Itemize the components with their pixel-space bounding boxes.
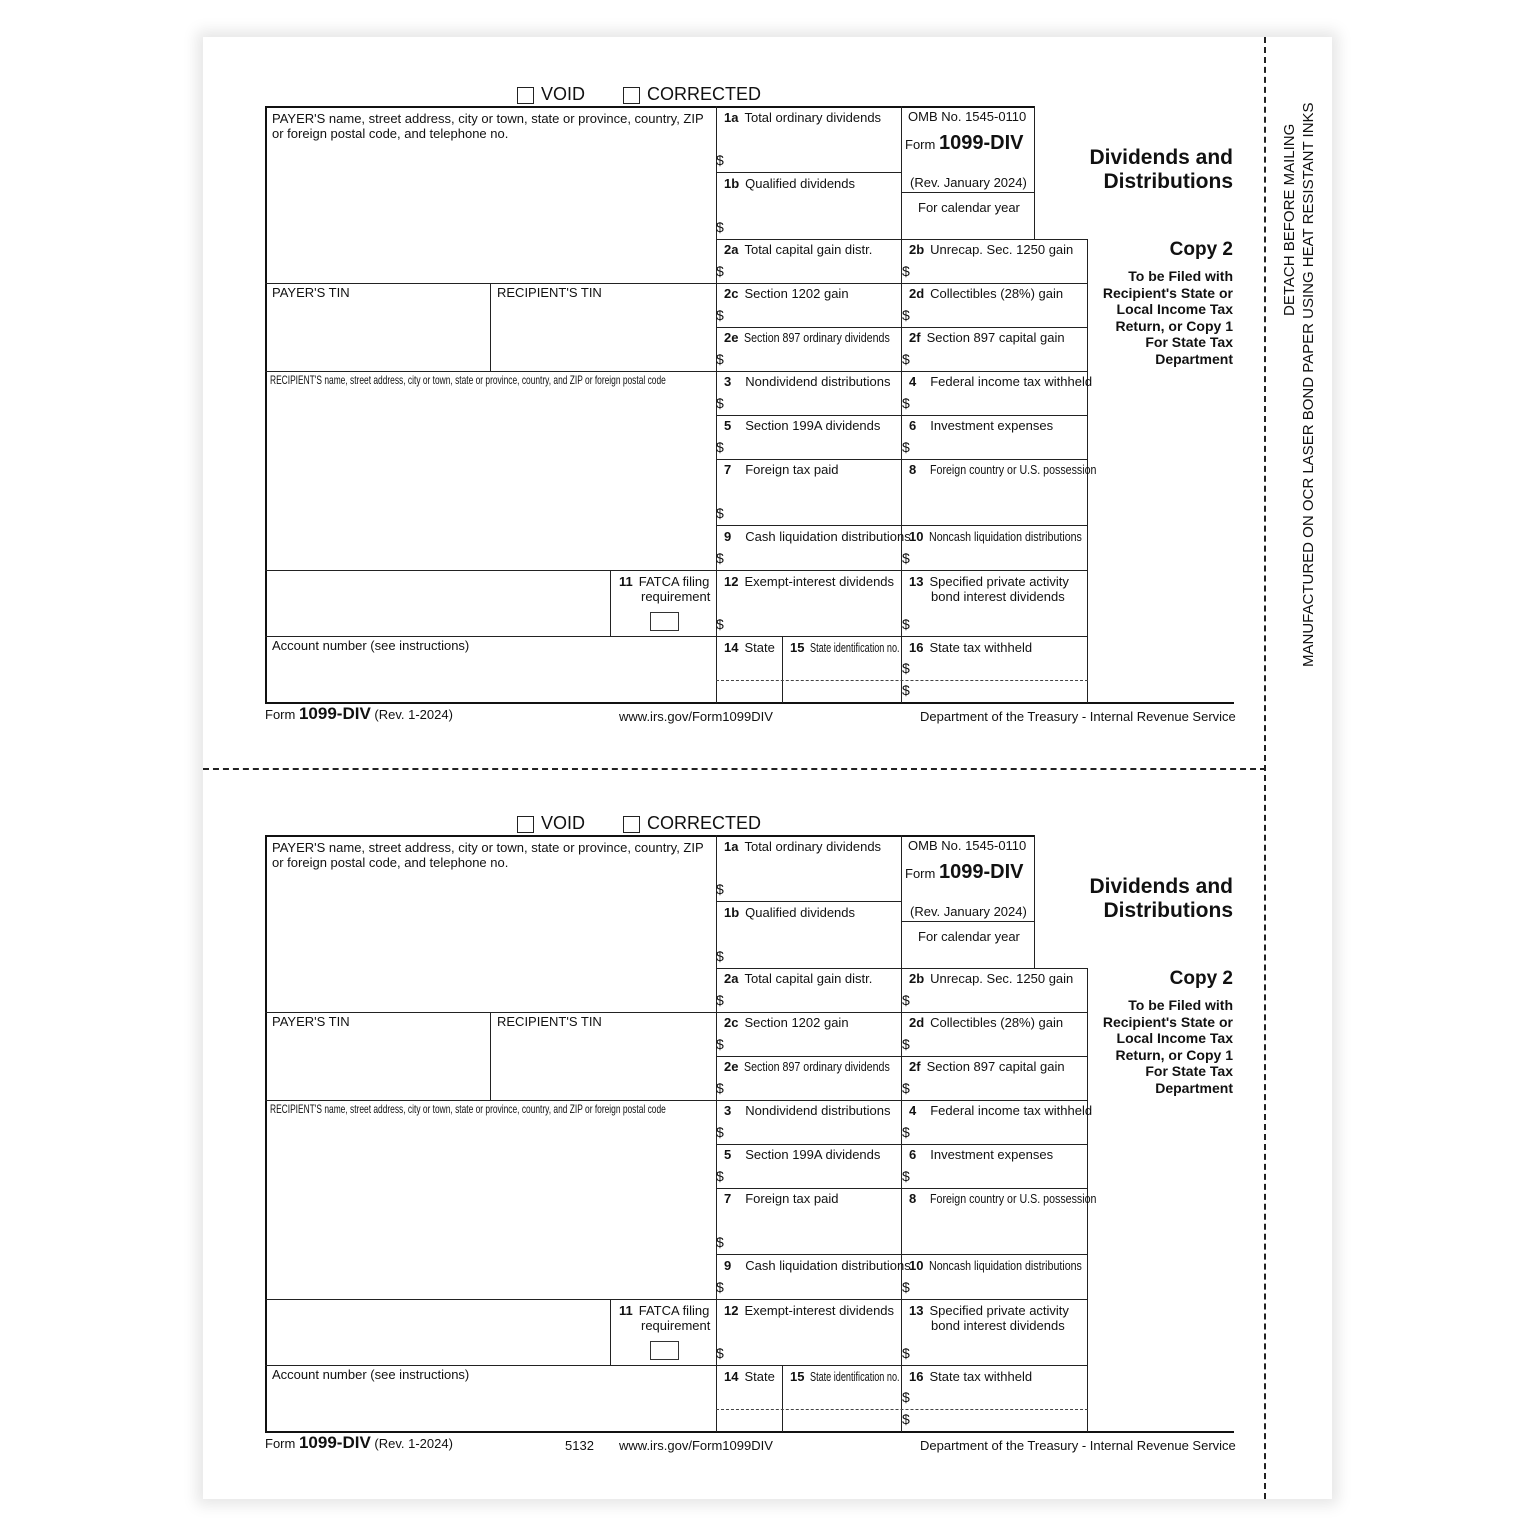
footer-code: 5132 <box>565 1438 594 1453</box>
vertical-perforation <box>1264 37 1266 1499</box>
payer-name-label: PAYER'S name, street address, city or town, state or province, country, ZIP or foreign postal code, and telephone no. <box>272 111 704 141</box>
currency-symbol: $ <box>902 1345 910 1361</box>
currency-symbol: $ <box>716 992 724 1008</box>
footer-department: Department of the Treasury - Internal Revenue Service <box>920 709 1236 724</box>
fatca-checkbox[interactable] <box>650 612 679 631</box>
calendar-year-label: For calendar year <box>918 929 1020 944</box>
box-13-label: 13 Specified private activity <box>909 574 1069 589</box>
currency-symbol: $ <box>902 395 910 411</box>
box-16-label: 16 State tax withheld <box>909 640 1033 655</box>
currency-symbol: $ <box>902 682 910 698</box>
box-12-label: 12 Exempt-interest dividends <box>724 1303 895 1318</box>
box-14-label: 14 State <box>724 640 775 655</box>
currency-symbol: $ <box>716 351 724 367</box>
calendar-year-label: For calendar year <box>918 200 1020 215</box>
box-5-label: 5 Section 199A dividends <box>724 1147 881 1162</box>
currency-symbol: $ <box>716 505 724 521</box>
box-14-label: 14 State <box>724 1369 775 1384</box>
currency-symbol: $ <box>902 1124 910 1140</box>
footer-department: Department of the Treasury - Internal Revenue Service <box>920 1438 1236 1453</box>
box-7-label: 7 Foreign tax paid <box>724 462 839 477</box>
currency-symbol: $ <box>716 219 724 235</box>
box-10-label: 10 Noncash liquidation distributions <box>909 529 1083 544</box>
void-label: VOID <box>541 84 586 104</box>
form-id: Form 1099-DIV <box>905 132 1024 154</box>
box-4-label: 4 Federal income tax withheld <box>909 1103 1093 1118</box>
currency-symbol: $ <box>716 1036 724 1052</box>
currency-symbol: $ <box>902 992 910 1008</box>
recipient-name-label: RECIPIENT'S name, street address, city or town, state or province, country, and ZIP or foreign postal code <box>270 1102 666 1116</box>
currency-symbol: $ <box>902 263 910 279</box>
copy-heading: Copy 2 <box>1169 968 1233 989</box>
corrected-checkbox[interactable] <box>623 87 640 104</box>
box-2b-label: 2b Unrecap. Sec. 1250 gain <box>909 971 1074 986</box>
form-copy-top <box>0 80 1236 780</box>
payer-name-label: PAYER'S name, street address, city or town, state or province, country, ZIP or foreign postal code, and telephone no. <box>272 840 704 870</box>
currency-symbol: $ <box>716 439 724 455</box>
currency-symbol: $ <box>902 307 910 323</box>
box-6-label: 6 Investment expenses <box>909 1147 1054 1162</box>
currency-symbol: $ <box>716 395 724 411</box>
box-15-label: 15 State identification no. <box>790 640 901 655</box>
box-13-label-line2: bond interest dividends <box>931 1318 1065 1333</box>
box-1a-label: 1a Total ordinary dividends <box>724 839 882 854</box>
void-checkbox[interactable] <box>517 87 534 104</box>
detach-instruction: DETACH BEFORE MAILING <box>1281 123 1298 316</box>
omb-number: OMB No. 1545-0110 <box>908 838 1027 853</box>
recipient-name-label: RECIPIENT'S name, street address, city or town, state or province, country, and ZIP or foreign postal code <box>270 373 666 387</box>
revision-date: (Rev. January 2024) <box>910 904 1027 919</box>
copy-instructions: To be Filed with Recipient's State or Local Income Tax Return, or Copy 1 For State Tax Department <box>1102 997 1233 1096</box>
box-2d-label: 2d Collectibles (28%) gain <box>909 286 1064 301</box>
box-3-label: 3 Nondividend distributions <box>724 1103 891 1118</box>
box-2f-label: 2f Section 897 capital gain <box>909 330 1065 345</box>
currency-symbol: $ <box>902 660 910 676</box>
footer-url[interactable]: www.irs.gov/Form1099DIV <box>619 1438 773 1453</box>
box-2b-label: 2b Unrecap. Sec. 1250 gain <box>909 242 1074 257</box>
currency-symbol: $ <box>716 152 724 168</box>
box-5-label: 5 Section 199A dividends <box>724 418 881 433</box>
box-13-label: 13 Specified private activity <box>909 1303 1069 1318</box>
horizontal-perforation <box>203 768 1266 770</box>
form-title: Dividends and Distributions <box>1089 875 1233 922</box>
currency-symbol: $ <box>902 439 910 455</box>
form-title: Dividends and Distributions <box>1089 146 1233 193</box>
box-4-label: 4 Federal income tax withheld <box>909 374 1093 389</box>
footer-url[interactable]: www.irs.gov/Form1099DIV <box>619 709 773 724</box>
box-3-label: 3 Nondividend distributions <box>724 374 891 389</box>
currency-symbol: $ <box>716 1234 724 1250</box>
currency-symbol: $ <box>902 1168 910 1184</box>
box-1b-label: 1b Qualified dividends <box>724 905 856 920</box>
box-12-label: 12 Exempt-interest dividends <box>724 574 895 589</box>
currency-symbol: $ <box>902 351 910 367</box>
footer-form-id: Form 1099-DIV (Rev. 1-2024) <box>265 1433 453 1452</box>
corrected-label: CORRECTED <box>647 813 762 833</box>
currency-symbol: $ <box>902 1389 910 1405</box>
copy-heading: Copy 2 <box>1169 239 1233 260</box>
corrected-checkbox[interactable] <box>623 816 640 833</box>
form-copy-bottom <box>0 809 1236 1509</box>
account-number-label: Account number (see instructions) <box>272 638 470 653</box>
box-2e-label: 2e Section 897 ordinary dividends <box>724 330 891 345</box>
currency-symbol: $ <box>716 616 724 632</box>
currency-symbol: $ <box>902 1080 910 1096</box>
currency-symbol: $ <box>902 616 910 632</box>
box-15-label: 15 State identification no. <box>790 1369 901 1384</box>
currency-symbol: $ <box>716 1345 724 1361</box>
box-2e-label: 2e Section 897 ordinary dividends <box>724 1059 891 1074</box>
box-2a-label: 2a Total capital gain distr. <box>724 971 873 986</box>
void-label: VOID <box>541 813 586 833</box>
box-2d-label: 2d Collectibles (28%) gain <box>909 1015 1064 1030</box>
box-6-label: 6 Investment expenses <box>909 418 1054 433</box>
box-1a-label: 1a Total ordinary dividends <box>724 110 882 125</box>
recipient-tin-label: RECIPIENT'S TIN <box>497 1014 602 1029</box>
box-8-label: 8 Foreign country or U.S. possession <box>909 1191 1097 1206</box>
box-1b-label: 1b Qualified dividends <box>724 176 856 191</box>
box-2c-label: 2c Section 1202 gain <box>724 1015 849 1030</box>
currency-symbol: $ <box>716 1168 724 1184</box>
box-11-label-line2: requirement <box>641 589 711 604</box>
copy-instructions: To be Filed with Recipient's State or Local Income Tax Return, or Copy 1 For State Tax Department <box>1102 268 1233 367</box>
footer-form-id: Form 1099-DIV (Rev. 1-2024) <box>265 704 453 723</box>
currency-symbol: $ <box>716 948 724 964</box>
corrected-label: CORRECTED <box>647 84 762 104</box>
currency-symbol: $ <box>716 263 724 279</box>
currency-symbol: $ <box>716 550 724 566</box>
currency-symbol: $ <box>716 1080 724 1096</box>
currency-symbol: $ <box>902 550 910 566</box>
currency-symbol: $ <box>902 1411 910 1427</box>
box-2c-label: 2c Section 1202 gain <box>724 286 849 301</box>
account-number-label: Account number (see instructions) <box>272 1367 470 1382</box>
box-8-label: 8 Foreign country or U.S. possession <box>909 462 1097 477</box>
omb-number: OMB No. 1545-0110 <box>908 109 1027 124</box>
payer-tin-label: PAYER'S TIN <box>272 285 350 300</box>
payer-tin-label: PAYER'S TIN <box>272 1014 350 1029</box>
currency-symbol: $ <box>716 1124 724 1140</box>
recipient-tin-label: RECIPIENT'S TIN <box>497 285 602 300</box>
currency-symbol: $ <box>716 307 724 323</box>
box-13-label-line2: bond interest dividends <box>931 589 1065 604</box>
box-9-label: 9 Cash liquidation distributions <box>724 1258 911 1273</box>
revision-date: (Rev. January 2024) <box>910 175 1027 190</box>
box-2a-label: 2a Total capital gain distr. <box>724 242 873 257</box>
void-checkbox[interactable] <box>517 816 534 833</box>
fatca-checkbox[interactable] <box>650 1341 679 1360</box>
currency-symbol: $ <box>902 1279 910 1295</box>
box-11-label-line2: requirement <box>641 1318 711 1333</box>
box-11-label: 11 FATCA filing <box>619 574 710 589</box>
box-11-label: 11 FATCA filing <box>619 1303 710 1318</box>
box-9-label: 9 Cash liquidation distributions <box>724 529 911 544</box>
currency-symbol: $ <box>902 1036 910 1052</box>
box-16-label: 16 State tax withheld <box>909 1369 1033 1384</box>
box-2f-label: 2f Section 897 capital gain <box>909 1059 1065 1074</box>
currency-symbol: $ <box>716 881 724 897</box>
currency-symbol: $ <box>716 1279 724 1295</box>
box-10-label: 10 Noncash liquidation distributions <box>909 1258 1083 1273</box>
box-7-label: 7 Foreign tax paid <box>724 1191 839 1206</box>
form-id: Form 1099-DIV <box>905 861 1024 883</box>
manufacturing-note: MANUFACTURED ON OCR LASER BOND PAPER USING HEAT RESISTANT INKS <box>1300 102 1317 667</box>
